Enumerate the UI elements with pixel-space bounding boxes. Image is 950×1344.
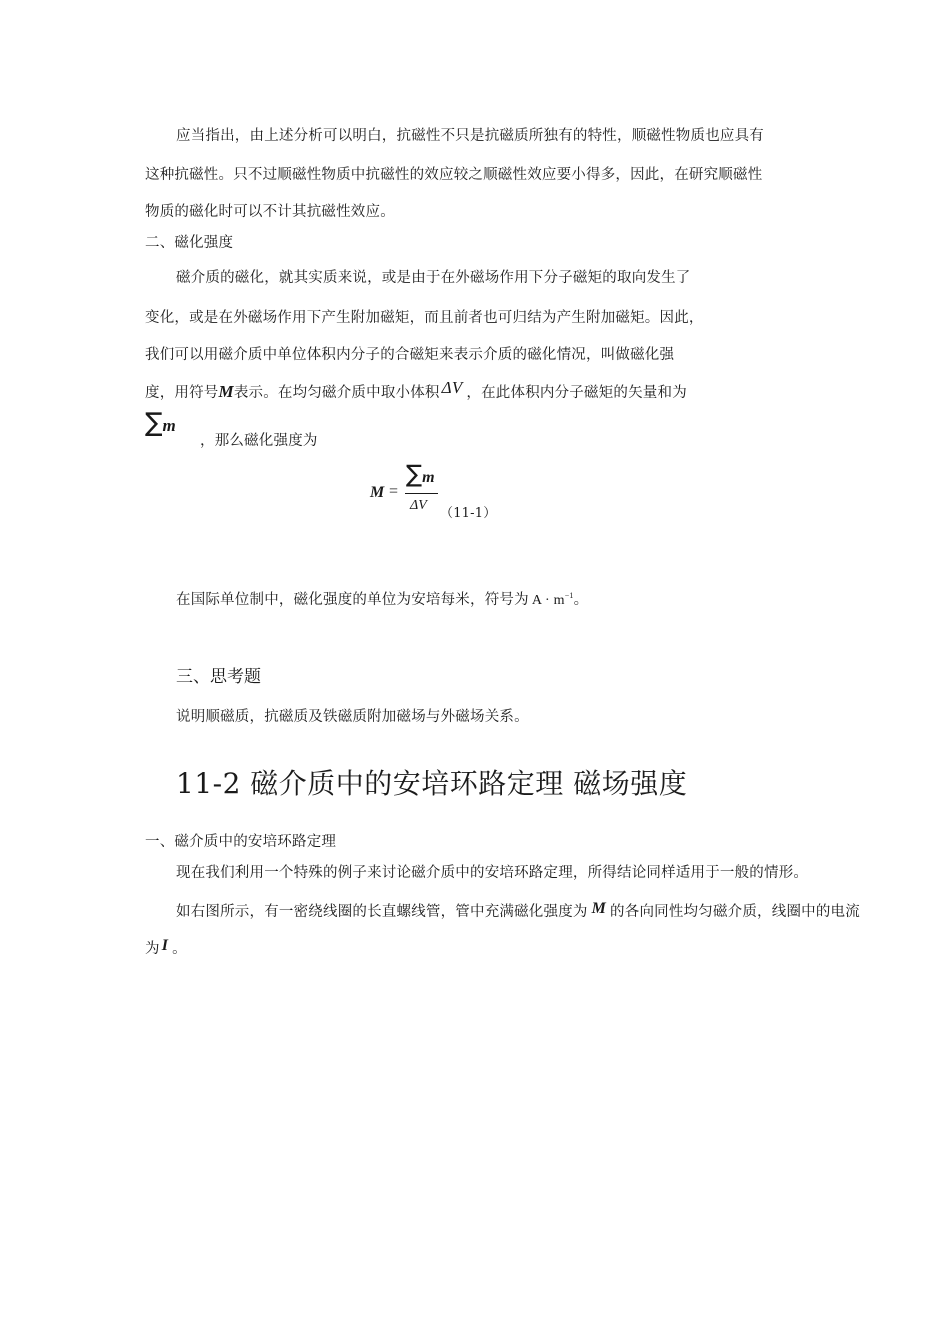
symbol-M: M	[218, 382, 234, 401]
chapter-title: 11-2 磁介质中的安培环路定理 磁场强度	[176, 767, 688, 800]
symbol-delta-V: ΔV	[441, 378, 463, 397]
text-segment: 在国际单位制中，磁化强度的单位为安培每米，符号为	[176, 592, 529, 608]
symbol-M: M	[591, 900, 607, 917]
sigma-symbol: ∑	[145, 408, 163, 438]
paragraph-4-line-1	[176, 900, 860, 921]
paragraph-4-line-2	[145, 937, 187, 958]
text-segment: 的各向同性均匀磁介质，线圈中的电流	[610, 904, 860, 920]
text-segment: 为	[145, 941, 160, 957]
text-segment: ，在此体积内分子磁矩的矢量和为	[466, 385, 687, 401]
paragraph-1-line-1: 应当指出，由上述分析可以明白，抗磁性不只是抗磁质所独有的特性，顺磁性物质也应具有	[176, 128, 764, 144]
symbol-I: I	[161, 937, 169, 954]
unit-exponent: −1	[564, 591, 574, 601]
paragraph-3-line-1: 现在我们利用一个特殊的例子来讨论磁介质中的安培环路定理，所得结论同样适用于一般的情形。	[176, 865, 809, 881]
text-segment: 度，用符号	[145, 385, 219, 401]
text-segment: 表示。在均匀磁介质中取小体积	[233, 385, 440, 401]
paragraph-2-line-5: ，那么磁化强度为	[200, 433, 318, 449]
paragraph-2-line-2: 变化，或是在外磁场作用下产生附加磁矩，而且前者也可归结为产生附加磁矩。因此，	[145, 310, 704, 326]
paragraph-1-line-3: 物质的磁化时可以不计其抗磁性效应。	[145, 204, 395, 220]
sum-m-symbol	[145, 408, 176, 438]
text-segment: 。	[573, 592, 589, 608]
symbol-m: m	[422, 469, 435, 486]
paragraph-2-line-1: 磁介质的磁化，就其实质来说，或是由于在外磁场作用下分子磁矩的取向发生了	[176, 270, 691, 286]
section-heading-magnetization: 二、磁化强度	[145, 235, 234, 251]
symbol-m: m	[162, 416, 176, 435]
formula-denominator: ΔV	[410, 498, 427, 513]
paragraph-1-line-2: 这种抗磁性。只不过顺磁性物质中抗磁性的效应较之顺磁性效应要小得多，因此，在研究顺磁性	[145, 167, 763, 183]
paragraph-2-line-4	[145, 378, 687, 402]
question-text: 说明顺磁质，抗磁质及铁磁质附加磁场与外磁场关系。	[176, 709, 529, 725]
section-heading-ampere-law: 一、磁介质中的安培环路定理	[145, 834, 337, 850]
equation-number: （11-1）	[440, 506, 497, 521]
units-sentence	[176, 588, 588, 609]
sigma-symbol: ∑	[406, 460, 423, 488]
formula-equals: =	[389, 483, 399, 500]
fraction-bar	[405, 493, 438, 494]
formula-numerator	[406, 460, 435, 488]
text-segment: 。	[172, 941, 187, 957]
unit-symbol: A · m	[531, 593, 565, 608]
paragraph-2-line-3: 我们可以用磁介质中单位体积内分子的合磁矩来表示介质的磁化情况，叫做磁化强	[145, 347, 675, 363]
text-segment: 如右图所示，有一密绕线圈的长直螺线管，管中充满磁化强度为	[176, 904, 588, 920]
section-heading-questions: 三、思考题	[176, 667, 261, 687]
formula-lhs-M: M	[370, 484, 385, 501]
